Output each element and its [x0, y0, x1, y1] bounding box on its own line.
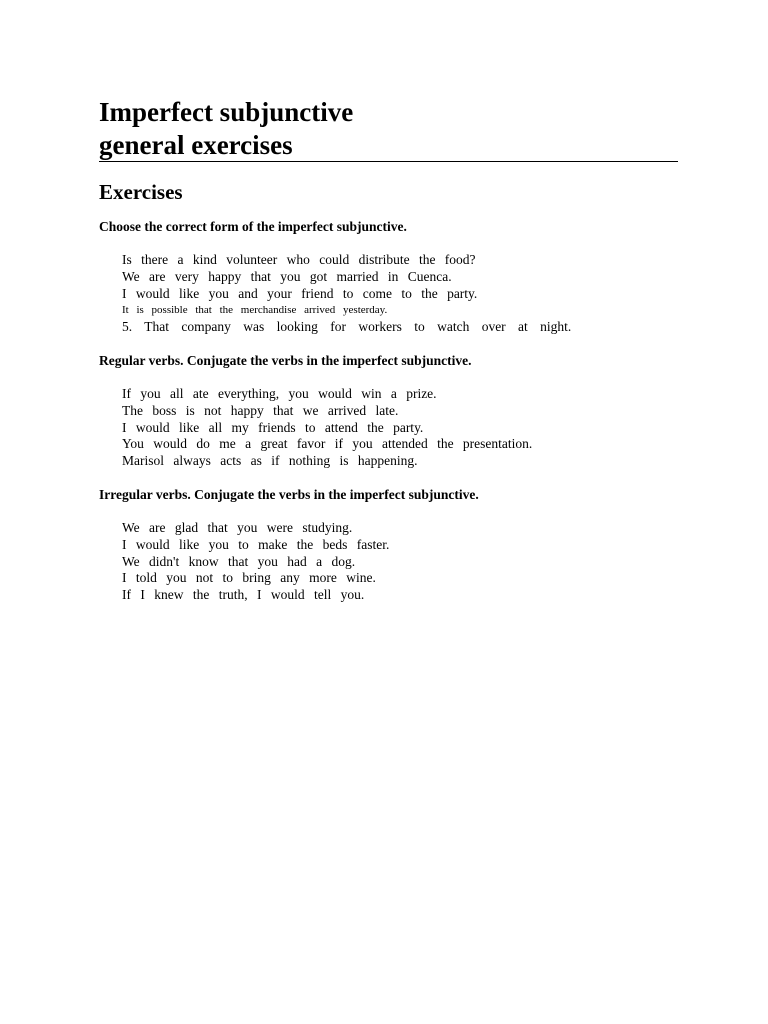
list-item: Marisol always acts as if nothing is happening.	[122, 453, 418, 469]
section-2-list	[99, 386, 679, 470]
section-1-instruction: Choose the correct form of the imperfect subjunctive.	[99, 219, 407, 234]
document-page	[99, 96, 679, 604]
list-item: I told you not to bring any more wine.	[122, 570, 376, 586]
list-item: I would like you to make the beds faster.	[122, 536, 390, 552]
section-1-list	[99, 252, 679, 336]
list-item: If you all ate everything, you would win a prize.	[122, 385, 437, 401]
list-item: We are glad that you were studying.	[122, 519, 353, 535]
page-title	[99, 96, 679, 162]
list-item: The boss is not happy that we arrived late.	[122, 402, 399, 418]
list-item: If I knew the truth, I would tell you.	[122, 587, 365, 603]
exercises-heading: Exercises	[99, 180, 183, 204]
section-2-instruction: Regular verbs. Conjugate the verbs in the imperfect subjunctive.	[99, 352, 472, 368]
list-item: I would like all my friends to attend the party.	[122, 419, 424, 435]
list-item: It is possible that the merchandise arrived yesterday.	[122, 304, 388, 317]
list-item: I would like you and your friend to come to the party.	[122, 285, 478, 301]
title-line-2: general exercises	[99, 130, 293, 160]
list-item: We didn't know that you had a dog.	[122, 553, 356, 569]
list-item: You would do me a great favor if you attended the presentation.	[122, 436, 533, 452]
title-line-1: Imperfect subjunctive	[99, 97, 354, 127]
section-3-list	[99, 520, 679, 604]
list-item: We are very happy that you got married in Cuenca.	[122, 268, 452, 284]
list-item: 5. That company was looking for workers to watch over at night.	[122, 319, 572, 335]
section-3-instruction: Irregular verbs. Conjugate the verbs in the imperfect subjunctive.	[99, 486, 479, 502]
list-item: Is there a kind volunteer who could distribute the food?	[122, 252, 476, 267]
